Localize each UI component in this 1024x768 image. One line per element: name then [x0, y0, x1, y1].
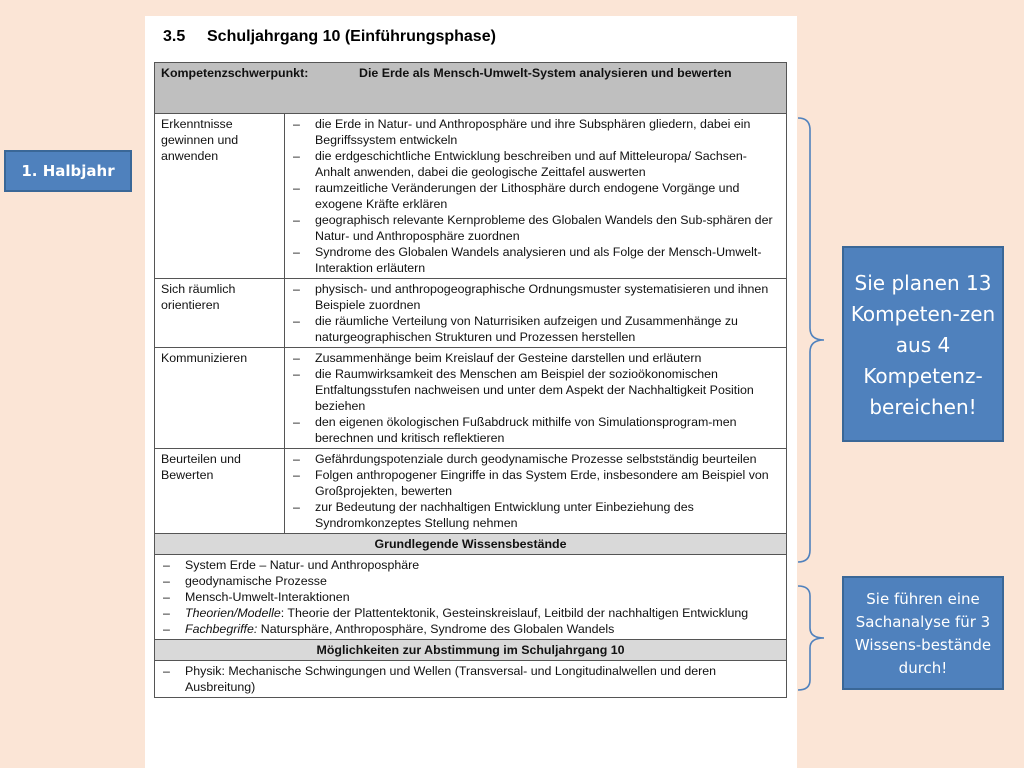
- competence-label: Kompetenzschwerpunkt:: [161, 66, 309, 80]
- competence-items: [285, 449, 787, 534]
- coordination-list: [161, 663, 780, 695]
- knowledge-item-text: System Erde – Natur- und Anthroposphäre: [185, 558, 420, 572]
- plan-callout: Sie planen 13 Kompeten-zen aus 4 Kompetenz-bereichen!: [842, 246, 1004, 442]
- knowledge-item: [161, 621, 780, 637]
- competence-item: – Syndrome des Globalen Wandels analysieren und als Folge der Mensch-Umwelt-Interaktion erläutern: [291, 244, 780, 276]
- competence-item: – raumzeitliche Veränderungen der Lithosphäre durch endogene Vorgänge und exogene Kräfte erklären: [291, 180, 780, 212]
- competence-list: [291, 350, 780, 446]
- knowledge-brace: [796, 584, 832, 692]
- knowledge-item-text: : Theorie der Plattentektonik, Gesteinskreislauf, Leitbild der nachhaltigen Entwicklung: [280, 606, 749, 620]
- competence-item: – geographisch relevante Kernprobleme des Globalen Wandels den Sub-sphären der Natur- und Anthroposphäre zuordnen: [291, 212, 780, 244]
- knowledge-item: [161, 589, 780, 605]
- knowledge-list: [161, 557, 780, 637]
- competence-list: [291, 281, 780, 345]
- document-page: [145, 16, 797, 768]
- knowledge-items: [155, 555, 787, 640]
- competence-header: [155, 63, 787, 114]
- competence-item: – zur Bedeutung der nachhaltigen Entwicklung unter Einbeziehung des Syndromkonzeptes Stellung nehmen: [291, 499, 780, 531]
- competence-row: [155, 279, 787, 348]
- section-title: [163, 28, 496, 46]
- competence-item: – physisch- und anthropogeographische Ordnungsmuster systematisieren und ihnen Beispiele zuordnen: [291, 281, 780, 313]
- knowledge-item: [161, 605, 780, 621]
- competence-row: [155, 449, 787, 534]
- competence-list: [291, 116, 780, 276]
- knowledge-header-row: [155, 534, 787, 555]
- knowledge-row: [155, 555, 787, 640]
- competence-area-name: Kommunizieren: [155, 348, 285, 449]
- section-heading: Schuljahrgang 10 (Einführungsphase): [207, 28, 496, 45]
- knowledge-item-prefix: Fachbegriffe:: [185, 622, 258, 636]
- half-year-badge: 1. Halbjahr: [4, 150, 132, 192]
- competence-item: – die räumliche Verteilung von Naturrisiken aufzeigen und Zusammenhänge zu naturgeographischen Strukturen und Prozessen herstellen: [291, 313, 780, 345]
- competence-table: [154, 62, 787, 698]
- coordination-item: – Physik: Mechanische Schwingungen und Wellen (Transversal- und Longitudinalwellen und deren Ausbreitung): [161, 663, 780, 695]
- competence-value: Die Erde als Mensch-Umwelt-System analysieren und bewerten: [359, 66, 732, 80]
- competence-item: – den eigenen ökologischen Fußabdruck mithilfe von Simulationsprogram-men berechnen und kritisch reflektieren: [291, 414, 780, 446]
- knowledge-item-prefix: Theorien/Modelle: [185, 606, 281, 620]
- knowledge-item: [161, 573, 780, 589]
- competence-item: – Gefährdungspotenziale durch geodynamische Prozesse selbstständig beurteilen: [291, 451, 780, 467]
- competence-brace: [796, 116, 832, 564]
- coordination-items: [155, 661, 787, 698]
- competence-list: [291, 451, 780, 531]
- coordination-row: [155, 661, 787, 698]
- competence-item: – die Raumwirksamkeit des Menschen am Beispiel der sozioökonomischen Entfaltungsstufen nachweisen und unter dem Aspekt der Nachhaltigkeit Position beziehen: [291, 366, 780, 414]
- knowledge-item-text: Natursphäre, Anthroposphäre, Syndrome des Globalen Wandels: [257, 622, 615, 636]
- coordination-header-row: [155, 640, 787, 661]
- section-number: 3.5: [163, 28, 186, 45]
- analysis-callout: Sie führen eine Sachanalyse für 3 Wissens-bestände durch!: [842, 576, 1004, 690]
- competence-row: [155, 348, 787, 449]
- competence-area-name: Sich räumlich orientieren: [155, 279, 285, 348]
- competence-items: [285, 279, 787, 348]
- competence-item: – die erdgeschichtliche Entwicklung beschreiben und auf Mitteleuropa/ Sachsen-Anhalt anwenden, dabei die geologische Zeittafel auswerten: [291, 148, 780, 180]
- knowledge-item: [161, 557, 780, 573]
- competence-items: [285, 348, 787, 449]
- competence-row: [155, 114, 787, 279]
- coordination-header: Möglichkeiten zur Abstimmung im Schuljahrgang 10: [155, 640, 787, 661]
- competence-item: – Folgen anthropogener Eingriffe in das System Erde, insbesondere am Beispiel von Großprojekten, bewerten: [291, 467, 780, 499]
- knowledge-item-text: Mensch-Umwelt-Interaktionen: [185, 590, 350, 604]
- knowledge-header: Grundlegende Wissensbestände: [155, 534, 787, 555]
- competence-area-name: Beurteilen und Bewerten: [155, 449, 285, 534]
- knowledge-item-text: geodynamische Prozesse: [185, 574, 327, 588]
- competence-area-name: Erkenntnisse gewinnen und anwenden: [155, 114, 285, 279]
- competence-item: – die Erde in Natur- und Anthroposphäre und ihre Subsphären gliedern, dabei ein Begriffssystem entwickeln: [291, 116, 780, 148]
- competence-items: [285, 114, 787, 279]
- competence-item: – Zusammenhänge beim Kreislauf der Gesteine darstellen und erläutern: [291, 350, 780, 366]
